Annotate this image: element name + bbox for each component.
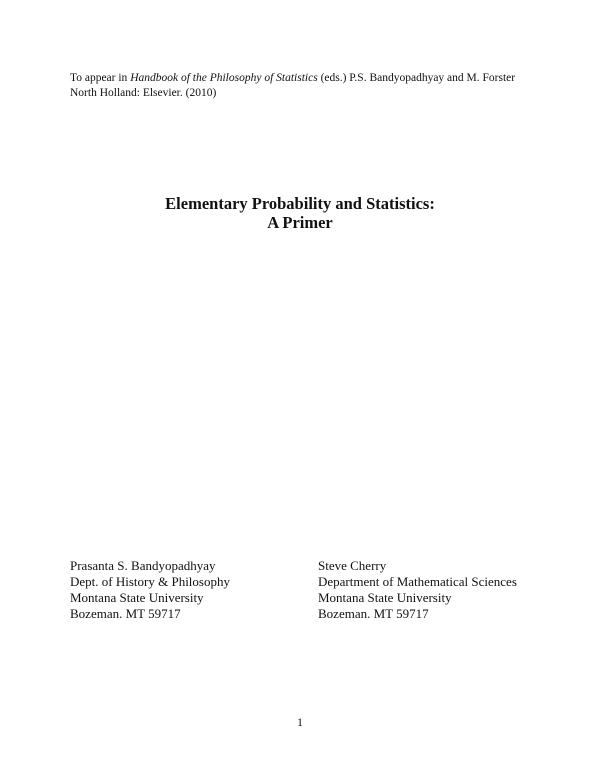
handbook-title: Handbook of the Philosophy of Statistics [130, 72, 318, 84]
publication-note-line-1 [70, 71, 540, 86]
author-university: Montana State University [318, 590, 452, 605]
author-block-1 [70, 558, 230, 622]
author-address: Bozeman. MT 59717 [318, 606, 429, 621]
author-address: Bozeman. MT 59717 [70, 606, 181, 621]
publication-note-line-2: North Holland: Elsevier. (2010) [70, 87, 217, 99]
publication-note [70, 71, 540, 101]
paper-title-line-2: A Primer [267, 213, 333, 232]
author-name: Prasanta S. Bandyopadhyay [70, 558, 216, 573]
author-department: Dept. of History & Philosophy [70, 574, 230, 589]
publication-note-editors: (eds.) P.S. Bandyopadhyay and M. Forster [317, 72, 516, 84]
paper-title [0, 194, 600, 232]
author-department: Department of Mathematical Sciences [318, 574, 517, 589]
page-number: 1 [297, 715, 303, 729]
author-name: Steve Cherry [318, 558, 387, 573]
publication-note-prefix: To appear in [70, 72, 131, 84]
paper-title-line-1: Elementary Probability and Statistics: [165, 194, 435, 213]
author-block-2 [318, 558, 517, 622]
author-university: Montana State University [70, 590, 204, 605]
